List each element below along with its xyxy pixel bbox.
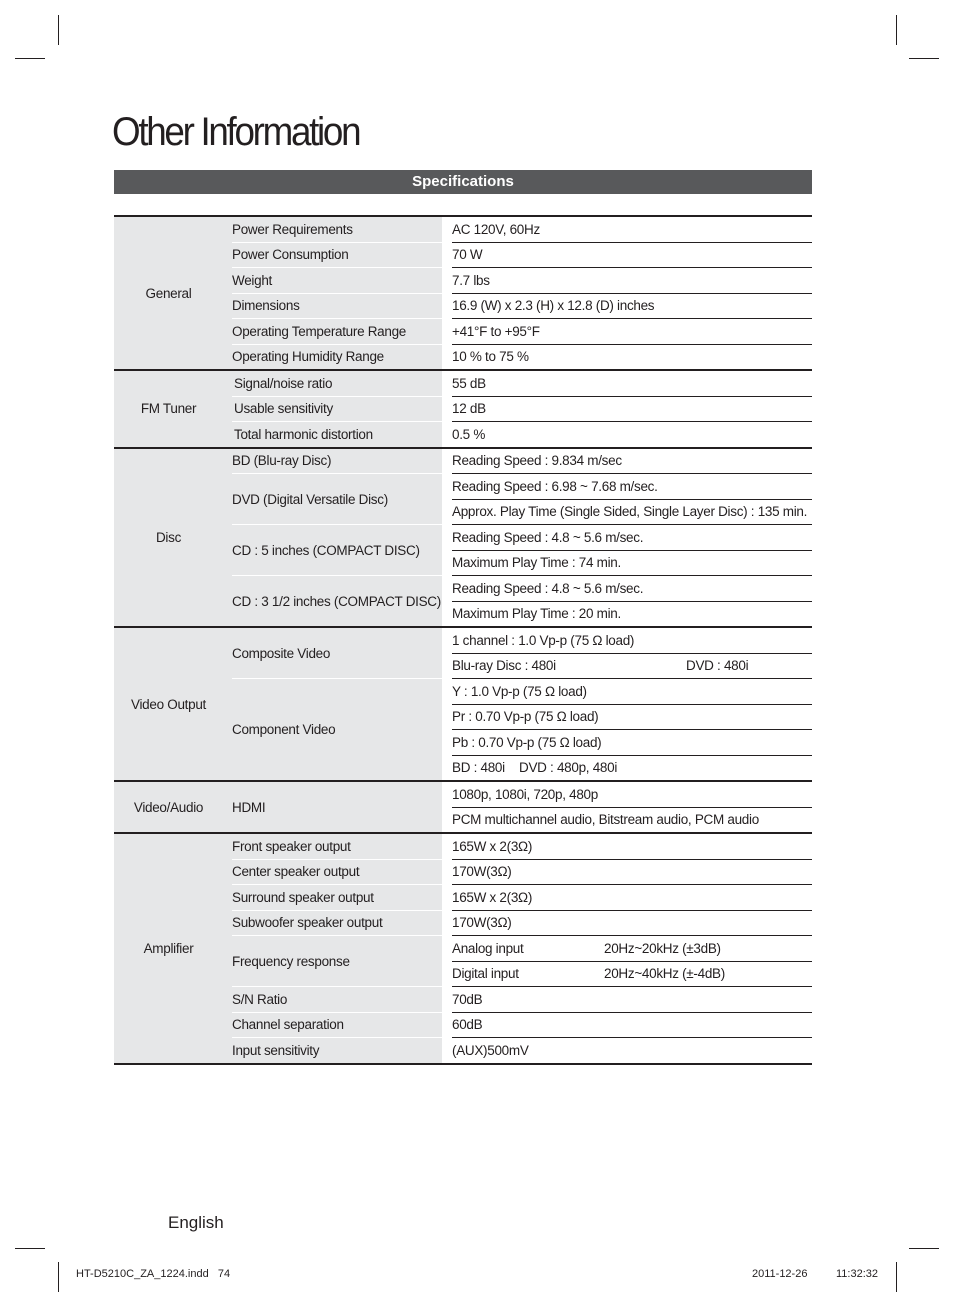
category-video-audio: Video/Audio (114, 781, 223, 833)
spec-value: 60dB (452, 1012, 812, 1038)
footer-filename: HT-D5210C_ZA_1224.indd 74 (76, 1268, 231, 1280)
spec-value: Pr : 0.70 Vp-p (75 Ω load) (452, 704, 812, 730)
category-general: General (114, 216, 223, 370)
spec-item: Subwoofer speaker output (232, 910, 442, 936)
category-fm-tuner: FM Tuner (114, 370, 223, 448)
spec-item: Operating Humidity Range (232, 344, 442, 370)
crop-mark (896, 15, 897, 45)
crop-mark (909, 1248, 939, 1249)
spec-value: 16.9 (W) x 2.3 (H) x 12.8 (D) inches (452, 293, 812, 319)
spec-item: DVD (Digital Versatile Disc) (232, 474, 442, 525)
footer-language: English (168, 1213, 224, 1232)
spec-item: CD : 3 1/2 inches (COMPACT DISC) (232, 576, 442, 628)
spec-item: Center speaker output (232, 859, 442, 885)
spec-value: AC 120V, 60Hz (452, 216, 812, 242)
spec-value: Maximum Play Time : 74 min. (452, 550, 812, 576)
spec-value: 165W x 2(3Ω) (452, 833, 812, 859)
spec-value: 7.7 lbs (452, 268, 812, 294)
spec-value: 0.5 % (452, 422, 812, 448)
footer-date: 2011-12-26 (752, 1268, 808, 1280)
spec-item: Input sensitivity (232, 1038, 442, 1064)
spec-item: S/N Ratio (232, 987, 442, 1013)
spec-item: Surround speaker output (232, 885, 442, 911)
page-title: Other Information (112, 110, 360, 154)
spec-value: Reading Speed : 6.98 ~ 7.68 m/sec. (452, 474, 812, 500)
spec-value: Approx. Play Time (Single Sided, Single Layer Disc) : 135 min. (452, 499, 812, 525)
spec-item: Signal/noise ratio (232, 370, 442, 396)
table-row (114, 781, 812, 807)
spec-item: Dimensions (232, 293, 442, 319)
spec-value: 170W(3Ω) (452, 910, 812, 936)
crop-mark (896, 1262, 897, 1292)
spec-value: 10 % to 75 % (452, 344, 812, 370)
crop-mark (15, 58, 45, 59)
table-row (114, 448, 812, 474)
spec-item: Component Video (232, 679, 442, 782)
spec-value: Y : 1.0 Vp-p (75 Ω load) (452, 679, 812, 705)
category-video-output: Video Output (114, 627, 223, 781)
spec-value: 165W x 2(3Ω) (452, 885, 812, 911)
spec-value: 12 dB (452, 396, 812, 422)
spec-value: 1 channel : 1.0 Vp-p (75 Ω load) (452, 627, 812, 653)
crop-mark (58, 1262, 59, 1292)
spec-item: Frequency response (232, 936, 442, 987)
spec-value: (AUX)500mV (452, 1042, 529, 1058)
spec-item: Total harmonic distortion (232, 422, 442, 448)
spec-value: Blu-ray Disc : 480i DVD : 480i (452, 653, 812, 679)
category-disc: Disc (114, 448, 223, 628)
spec-value: +41°F to +95°F (452, 319, 812, 345)
spec-item: Channel separation (232, 1012, 442, 1038)
spec-value: Reading Speed : 9.834 m/sec (452, 448, 812, 474)
table-row (114, 833, 812, 859)
spec-item: Operating Temperature Range (232, 319, 442, 345)
crop-mark (58, 15, 59, 45)
table-row (114, 370, 812, 396)
spec-value: BD : 480i DVD : 480p, 480i (452, 755, 812, 781)
spec-item: Composite Video (232, 627, 442, 679)
table-row (114, 216, 812, 242)
spec-item: Usable sensitivity (232, 396, 442, 422)
spec-item: CD : 5 inches (COMPACT DISC) (232, 525, 442, 576)
spec-item: Front speaker output (232, 833, 442, 859)
spec-value: Reading Speed : 4.8 ~ 5.6 m/sec. (452, 576, 812, 602)
specifications-table (114, 215, 812, 1065)
spec-value: 55 dB (452, 370, 812, 396)
spec-item: Power Consumption (232, 242, 442, 268)
spec-value: 170W(3Ω) (452, 859, 812, 885)
spec-value: 70dB (452, 987, 812, 1013)
footer-time: 11:32:32 (836, 1268, 879, 1280)
crop-mark (15, 1248, 45, 1249)
spec-item: HDMI (232, 781, 442, 833)
category-amplifier: Amplifier (114, 833, 223, 1064)
spec-value: Digital input 20Hz~40kHz (±-4dB) (452, 961, 812, 987)
spec-value: Pb : 0.70 Vp-p (75 Ω load) (452, 730, 812, 756)
crop-mark (909, 58, 939, 59)
spec-item: BD (Blu-ray Disc) (232, 448, 442, 474)
spec-value: Maximum Play Time : 20 min. (452, 601, 812, 627)
section-header: Specifications (114, 170, 812, 194)
spec-value: PCM multichannel audio, Bitstream audio, PCM audio (452, 807, 812, 833)
spec-item: Weight (232, 268, 442, 294)
spec-value: Reading Speed : 4.8 ~ 5.6 m/sec. (452, 525, 812, 551)
spec-item: Power Requirements (232, 216, 442, 242)
spec-value: 70 W (452, 242, 812, 268)
spec-value: Analog input 20Hz~20kHz (±3dB) (452, 936, 812, 962)
table-row (114, 627, 812, 653)
spec-value: 1080p, 1080i, 720p, 480p (452, 781, 812, 807)
